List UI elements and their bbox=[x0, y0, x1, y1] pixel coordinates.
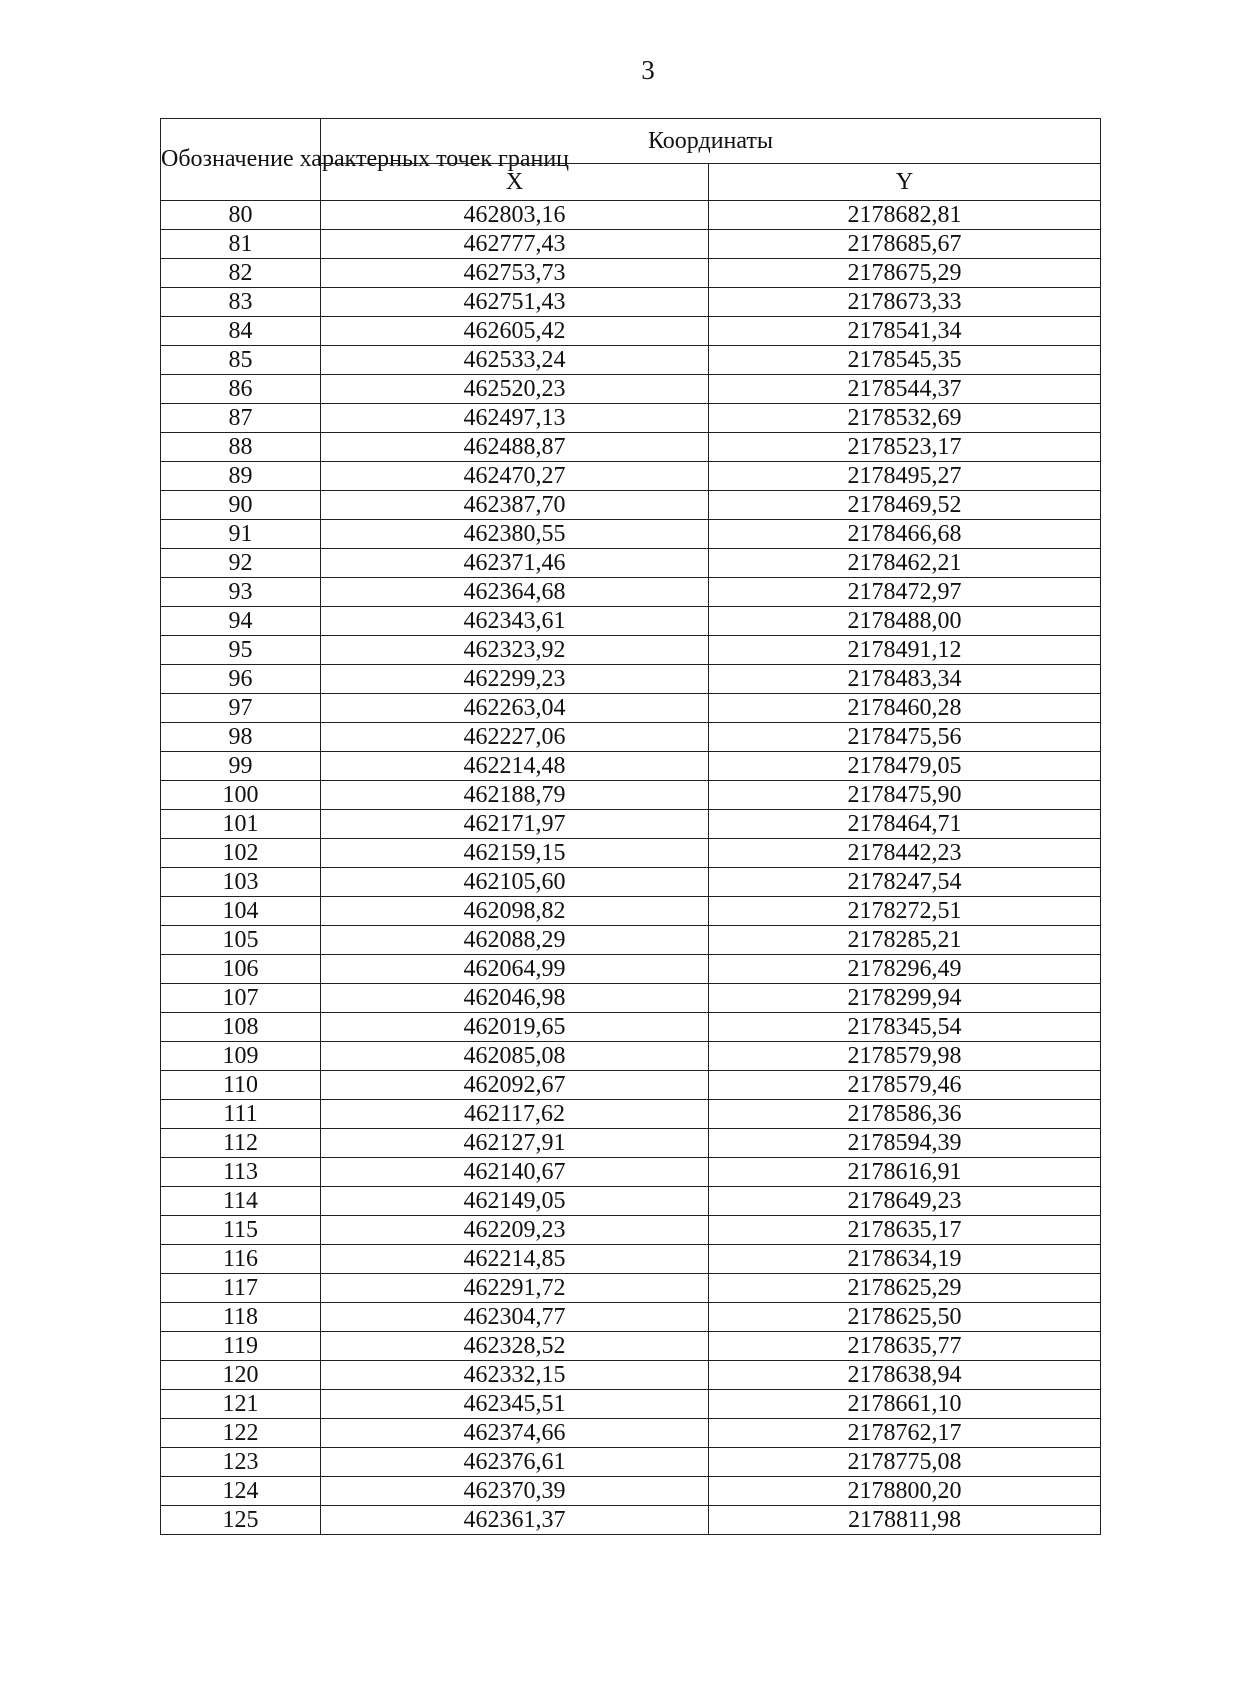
page-number: 3 bbox=[641, 55, 655, 85]
table-row bbox=[161, 868, 1101, 897]
y-coordinate-cell: 2178625,29 bbox=[709, 1274, 1101, 1303]
y-coordinate-cell: 2178285,21 bbox=[709, 926, 1101, 955]
x-coordinate-cell: 462117,62 bbox=[321, 1100, 709, 1129]
header-point-designation: Обозначение характерных точек границ bbox=[161, 119, 321, 201]
x-coordinate-cell: 462323,92 bbox=[321, 636, 709, 665]
x-coordinate-cell: 462470,27 bbox=[321, 462, 709, 491]
table-row bbox=[161, 1216, 1101, 1245]
y-coordinate-cell: 2178475,90 bbox=[709, 781, 1101, 810]
table-row bbox=[161, 1129, 1101, 1158]
y-coordinate-cell: 2178469,52 bbox=[709, 491, 1101, 520]
x-coordinate-cell: 462328,52 bbox=[321, 1332, 709, 1361]
coordinates-table bbox=[160, 118, 1101, 1535]
table-row bbox=[161, 346, 1101, 375]
table-row bbox=[161, 549, 1101, 578]
table-row bbox=[161, 752, 1101, 781]
point-id-cell: 113 bbox=[161, 1158, 321, 1187]
y-coordinate-cell: 2178472,97 bbox=[709, 578, 1101, 607]
x-coordinate-cell: 462209,23 bbox=[321, 1216, 709, 1245]
table-row bbox=[161, 1361, 1101, 1390]
x-coordinate-cell: 462376,61 bbox=[321, 1448, 709, 1477]
x-coordinate-cell: 462227,06 bbox=[321, 723, 709, 752]
table-row bbox=[161, 781, 1101, 810]
y-coordinate-cell: 2178483,34 bbox=[709, 665, 1101, 694]
x-coordinate-cell: 462361,37 bbox=[321, 1506, 709, 1535]
x-coordinate-cell: 462019,65 bbox=[321, 1013, 709, 1042]
point-id-cell: 104 bbox=[161, 897, 321, 926]
x-coordinate-cell: 462127,91 bbox=[321, 1129, 709, 1158]
y-coordinate-cell: 2178675,29 bbox=[709, 259, 1101, 288]
y-coordinate-cell: 2178762,17 bbox=[709, 1419, 1101, 1448]
point-id-cell: 86 bbox=[161, 375, 321, 404]
y-coordinate-cell: 2178800,20 bbox=[709, 1477, 1101, 1506]
table-row bbox=[161, 1332, 1101, 1361]
point-id-cell: 124 bbox=[161, 1477, 321, 1506]
y-coordinate-cell: 2178460,28 bbox=[709, 694, 1101, 723]
point-id-cell: 91 bbox=[161, 520, 321, 549]
table-row bbox=[161, 665, 1101, 694]
x-coordinate-cell: 462332,15 bbox=[321, 1361, 709, 1390]
point-id-cell: 90 bbox=[161, 491, 321, 520]
table-row bbox=[161, 491, 1101, 520]
table-row bbox=[161, 404, 1101, 433]
table-row bbox=[161, 230, 1101, 259]
point-id-cell: 94 bbox=[161, 607, 321, 636]
table-row bbox=[161, 375, 1101, 404]
table-row bbox=[161, 1303, 1101, 1332]
point-id-cell: 118 bbox=[161, 1303, 321, 1332]
table-row bbox=[161, 462, 1101, 491]
point-id-cell: 84 bbox=[161, 317, 321, 346]
y-coordinate-cell: 2178579,46 bbox=[709, 1071, 1101, 1100]
y-coordinate-cell: 2178488,00 bbox=[709, 607, 1101, 636]
point-id-cell: 122 bbox=[161, 1419, 321, 1448]
table-row bbox=[161, 578, 1101, 607]
x-coordinate-cell: 462533,24 bbox=[321, 346, 709, 375]
x-coordinate-cell: 462803,16 bbox=[321, 201, 709, 230]
y-coordinate-cell: 2178462,21 bbox=[709, 549, 1101, 578]
x-coordinate-cell: 462343,61 bbox=[321, 607, 709, 636]
x-coordinate-cell: 462171,97 bbox=[321, 810, 709, 839]
x-coordinate-cell: 462497,13 bbox=[321, 404, 709, 433]
table-row bbox=[161, 1448, 1101, 1477]
y-coordinate-cell: 2178296,49 bbox=[709, 955, 1101, 984]
x-coordinate-cell: 462387,70 bbox=[321, 491, 709, 520]
point-id-cell: 95 bbox=[161, 636, 321, 665]
x-coordinate-cell: 462263,04 bbox=[321, 694, 709, 723]
table-row bbox=[161, 288, 1101, 317]
x-coordinate-cell: 462777,43 bbox=[321, 230, 709, 259]
point-id-cell: 125 bbox=[161, 1506, 321, 1535]
y-coordinate-cell: 2178491,12 bbox=[709, 636, 1101, 665]
y-coordinate-cell: 2178685,67 bbox=[709, 230, 1101, 259]
coordinates-table-container bbox=[160, 118, 1100, 1535]
x-coordinate-cell: 462364,68 bbox=[321, 578, 709, 607]
table-row bbox=[161, 317, 1101, 346]
table-row bbox=[161, 1100, 1101, 1129]
point-id-cell: 99 bbox=[161, 752, 321, 781]
table-row bbox=[161, 1274, 1101, 1303]
point-id-cell: 92 bbox=[161, 549, 321, 578]
point-id-cell: 116 bbox=[161, 1245, 321, 1274]
table-row bbox=[161, 810, 1101, 839]
y-coordinate-cell: 2178682,81 bbox=[709, 201, 1101, 230]
table-row bbox=[161, 926, 1101, 955]
table-row bbox=[161, 839, 1101, 868]
table-row bbox=[161, 1042, 1101, 1071]
point-id-cell: 106 bbox=[161, 955, 321, 984]
x-coordinate-cell: 462159,15 bbox=[321, 839, 709, 868]
point-id-cell: 83 bbox=[161, 288, 321, 317]
x-coordinate-cell: 462520,23 bbox=[321, 375, 709, 404]
point-id-cell: 115 bbox=[161, 1216, 321, 1245]
point-id-cell: 100 bbox=[161, 781, 321, 810]
y-coordinate-cell: 2178247,54 bbox=[709, 868, 1101, 897]
point-id-cell: 89 bbox=[161, 462, 321, 491]
point-id-cell: 87 bbox=[161, 404, 321, 433]
x-coordinate-cell: 462214,48 bbox=[321, 752, 709, 781]
point-id-cell: 119 bbox=[161, 1332, 321, 1361]
table-row bbox=[161, 1071, 1101, 1100]
table-row bbox=[161, 1419, 1101, 1448]
x-coordinate-cell: 462370,39 bbox=[321, 1477, 709, 1506]
y-coordinate-cell: 2178541,34 bbox=[709, 317, 1101, 346]
x-coordinate-cell: 462751,43 bbox=[321, 288, 709, 317]
point-id-cell: 107 bbox=[161, 984, 321, 1013]
table-row bbox=[161, 1477, 1101, 1506]
y-coordinate-cell: 2178638,94 bbox=[709, 1361, 1101, 1390]
y-coordinate-cell: 2178579,98 bbox=[709, 1042, 1101, 1071]
table-row bbox=[161, 897, 1101, 926]
x-coordinate-cell: 462064,99 bbox=[321, 955, 709, 984]
point-id-cell: 96 bbox=[161, 665, 321, 694]
x-coordinate-cell: 462299,23 bbox=[321, 665, 709, 694]
table-row bbox=[161, 433, 1101, 462]
point-id-cell: 81 bbox=[161, 230, 321, 259]
x-coordinate-cell: 462214,85 bbox=[321, 1245, 709, 1274]
point-id-cell: 85 bbox=[161, 346, 321, 375]
y-coordinate-cell: 2178635,17 bbox=[709, 1216, 1101, 1245]
y-coordinate-cell: 2178544,37 bbox=[709, 375, 1101, 404]
x-coordinate-cell: 462046,98 bbox=[321, 984, 709, 1013]
point-id-cell: 117 bbox=[161, 1274, 321, 1303]
y-coordinate-cell: 2178475,56 bbox=[709, 723, 1101, 752]
x-coordinate-cell: 462304,77 bbox=[321, 1303, 709, 1332]
x-coordinate-cell: 462374,66 bbox=[321, 1419, 709, 1448]
y-coordinate-cell: 2178464,71 bbox=[709, 810, 1101, 839]
point-id-cell: 109 bbox=[161, 1042, 321, 1071]
x-coordinate-cell: 462605,42 bbox=[321, 317, 709, 346]
table-body bbox=[161, 201, 1101, 1535]
x-coordinate-cell: 462098,82 bbox=[321, 897, 709, 926]
point-id-cell: 114 bbox=[161, 1187, 321, 1216]
y-coordinate-cell: 2178775,08 bbox=[709, 1448, 1101, 1477]
header-x: X bbox=[321, 164, 709, 201]
point-id-cell: 102 bbox=[161, 839, 321, 868]
point-id-cell: 108 bbox=[161, 1013, 321, 1042]
y-coordinate-cell: 2178532,69 bbox=[709, 404, 1101, 433]
header-y: Y bbox=[709, 164, 1101, 201]
y-coordinate-cell: 2178625,50 bbox=[709, 1303, 1101, 1332]
x-coordinate-cell: 462085,08 bbox=[321, 1042, 709, 1071]
table-header-row bbox=[161, 119, 1101, 164]
point-id-cell: 110 bbox=[161, 1071, 321, 1100]
y-coordinate-cell: 2178345,54 bbox=[709, 1013, 1101, 1042]
table-row bbox=[161, 636, 1101, 665]
point-id-cell: 88 bbox=[161, 433, 321, 462]
x-coordinate-cell: 462188,79 bbox=[321, 781, 709, 810]
point-id-cell: 98 bbox=[161, 723, 321, 752]
y-coordinate-cell: 2178594,39 bbox=[709, 1129, 1101, 1158]
point-id-cell: 105 bbox=[161, 926, 321, 955]
y-coordinate-cell: 2178811,98 bbox=[709, 1506, 1101, 1535]
x-coordinate-cell: 462291,72 bbox=[321, 1274, 709, 1303]
point-id-cell: 123 bbox=[161, 1448, 321, 1477]
table-row bbox=[161, 955, 1101, 984]
table-row bbox=[161, 984, 1101, 1013]
point-id-cell: 82 bbox=[161, 259, 321, 288]
y-coordinate-cell: 2178586,36 bbox=[709, 1100, 1101, 1129]
x-coordinate-cell: 462105,60 bbox=[321, 868, 709, 897]
y-coordinate-cell: 2178442,23 bbox=[709, 839, 1101, 868]
point-id-cell: 112 bbox=[161, 1129, 321, 1158]
point-id-cell: 80 bbox=[161, 201, 321, 230]
y-coordinate-cell: 2178272,51 bbox=[709, 897, 1101, 926]
table-row bbox=[161, 1506, 1101, 1535]
y-coordinate-cell: 2178661,10 bbox=[709, 1390, 1101, 1419]
point-id-cell: 120 bbox=[161, 1361, 321, 1390]
x-coordinate-cell: 462088,29 bbox=[321, 926, 709, 955]
y-coordinate-cell: 2178479,05 bbox=[709, 752, 1101, 781]
x-coordinate-cell: 462140,67 bbox=[321, 1158, 709, 1187]
point-id-cell: 103 bbox=[161, 868, 321, 897]
y-coordinate-cell: 2178545,35 bbox=[709, 346, 1101, 375]
table-row bbox=[161, 694, 1101, 723]
table-row bbox=[161, 259, 1101, 288]
table-row bbox=[161, 723, 1101, 752]
y-coordinate-cell: 2178635,77 bbox=[709, 1332, 1101, 1361]
table-row bbox=[161, 1013, 1101, 1042]
table-row bbox=[161, 520, 1101, 549]
y-coordinate-cell: 2178466,68 bbox=[709, 520, 1101, 549]
x-coordinate-cell: 462753,73 bbox=[321, 259, 709, 288]
y-coordinate-cell: 2178634,19 bbox=[709, 1245, 1101, 1274]
point-id-cell: 111 bbox=[161, 1100, 321, 1129]
point-id-cell: 97 bbox=[161, 694, 321, 723]
x-coordinate-cell: 462149,05 bbox=[321, 1187, 709, 1216]
y-coordinate-cell: 2178495,27 bbox=[709, 462, 1101, 491]
point-id-cell: 101 bbox=[161, 810, 321, 839]
header-coordinates: Координаты bbox=[321, 119, 1101, 164]
x-coordinate-cell: 462092,67 bbox=[321, 1071, 709, 1100]
table-row bbox=[161, 201, 1101, 230]
table-row bbox=[161, 1245, 1101, 1274]
y-coordinate-cell: 2178673,33 bbox=[709, 288, 1101, 317]
x-coordinate-cell: 462345,51 bbox=[321, 1390, 709, 1419]
x-coordinate-cell: 462380,55 bbox=[321, 520, 709, 549]
y-coordinate-cell: 2178649,23 bbox=[709, 1187, 1101, 1216]
point-id-cell: 121 bbox=[161, 1390, 321, 1419]
table-row bbox=[161, 1158, 1101, 1187]
x-coordinate-cell: 462371,46 bbox=[321, 549, 709, 578]
table-row bbox=[161, 1187, 1101, 1216]
table-row bbox=[161, 607, 1101, 636]
y-coordinate-cell: 2178616,91 bbox=[709, 1158, 1101, 1187]
table-row bbox=[161, 1390, 1101, 1419]
x-coordinate-cell: 462488,87 bbox=[321, 433, 709, 462]
y-coordinate-cell: 2178523,17 bbox=[709, 433, 1101, 462]
y-coordinate-cell: 2178299,94 bbox=[709, 984, 1101, 1013]
point-id-cell: 93 bbox=[161, 578, 321, 607]
